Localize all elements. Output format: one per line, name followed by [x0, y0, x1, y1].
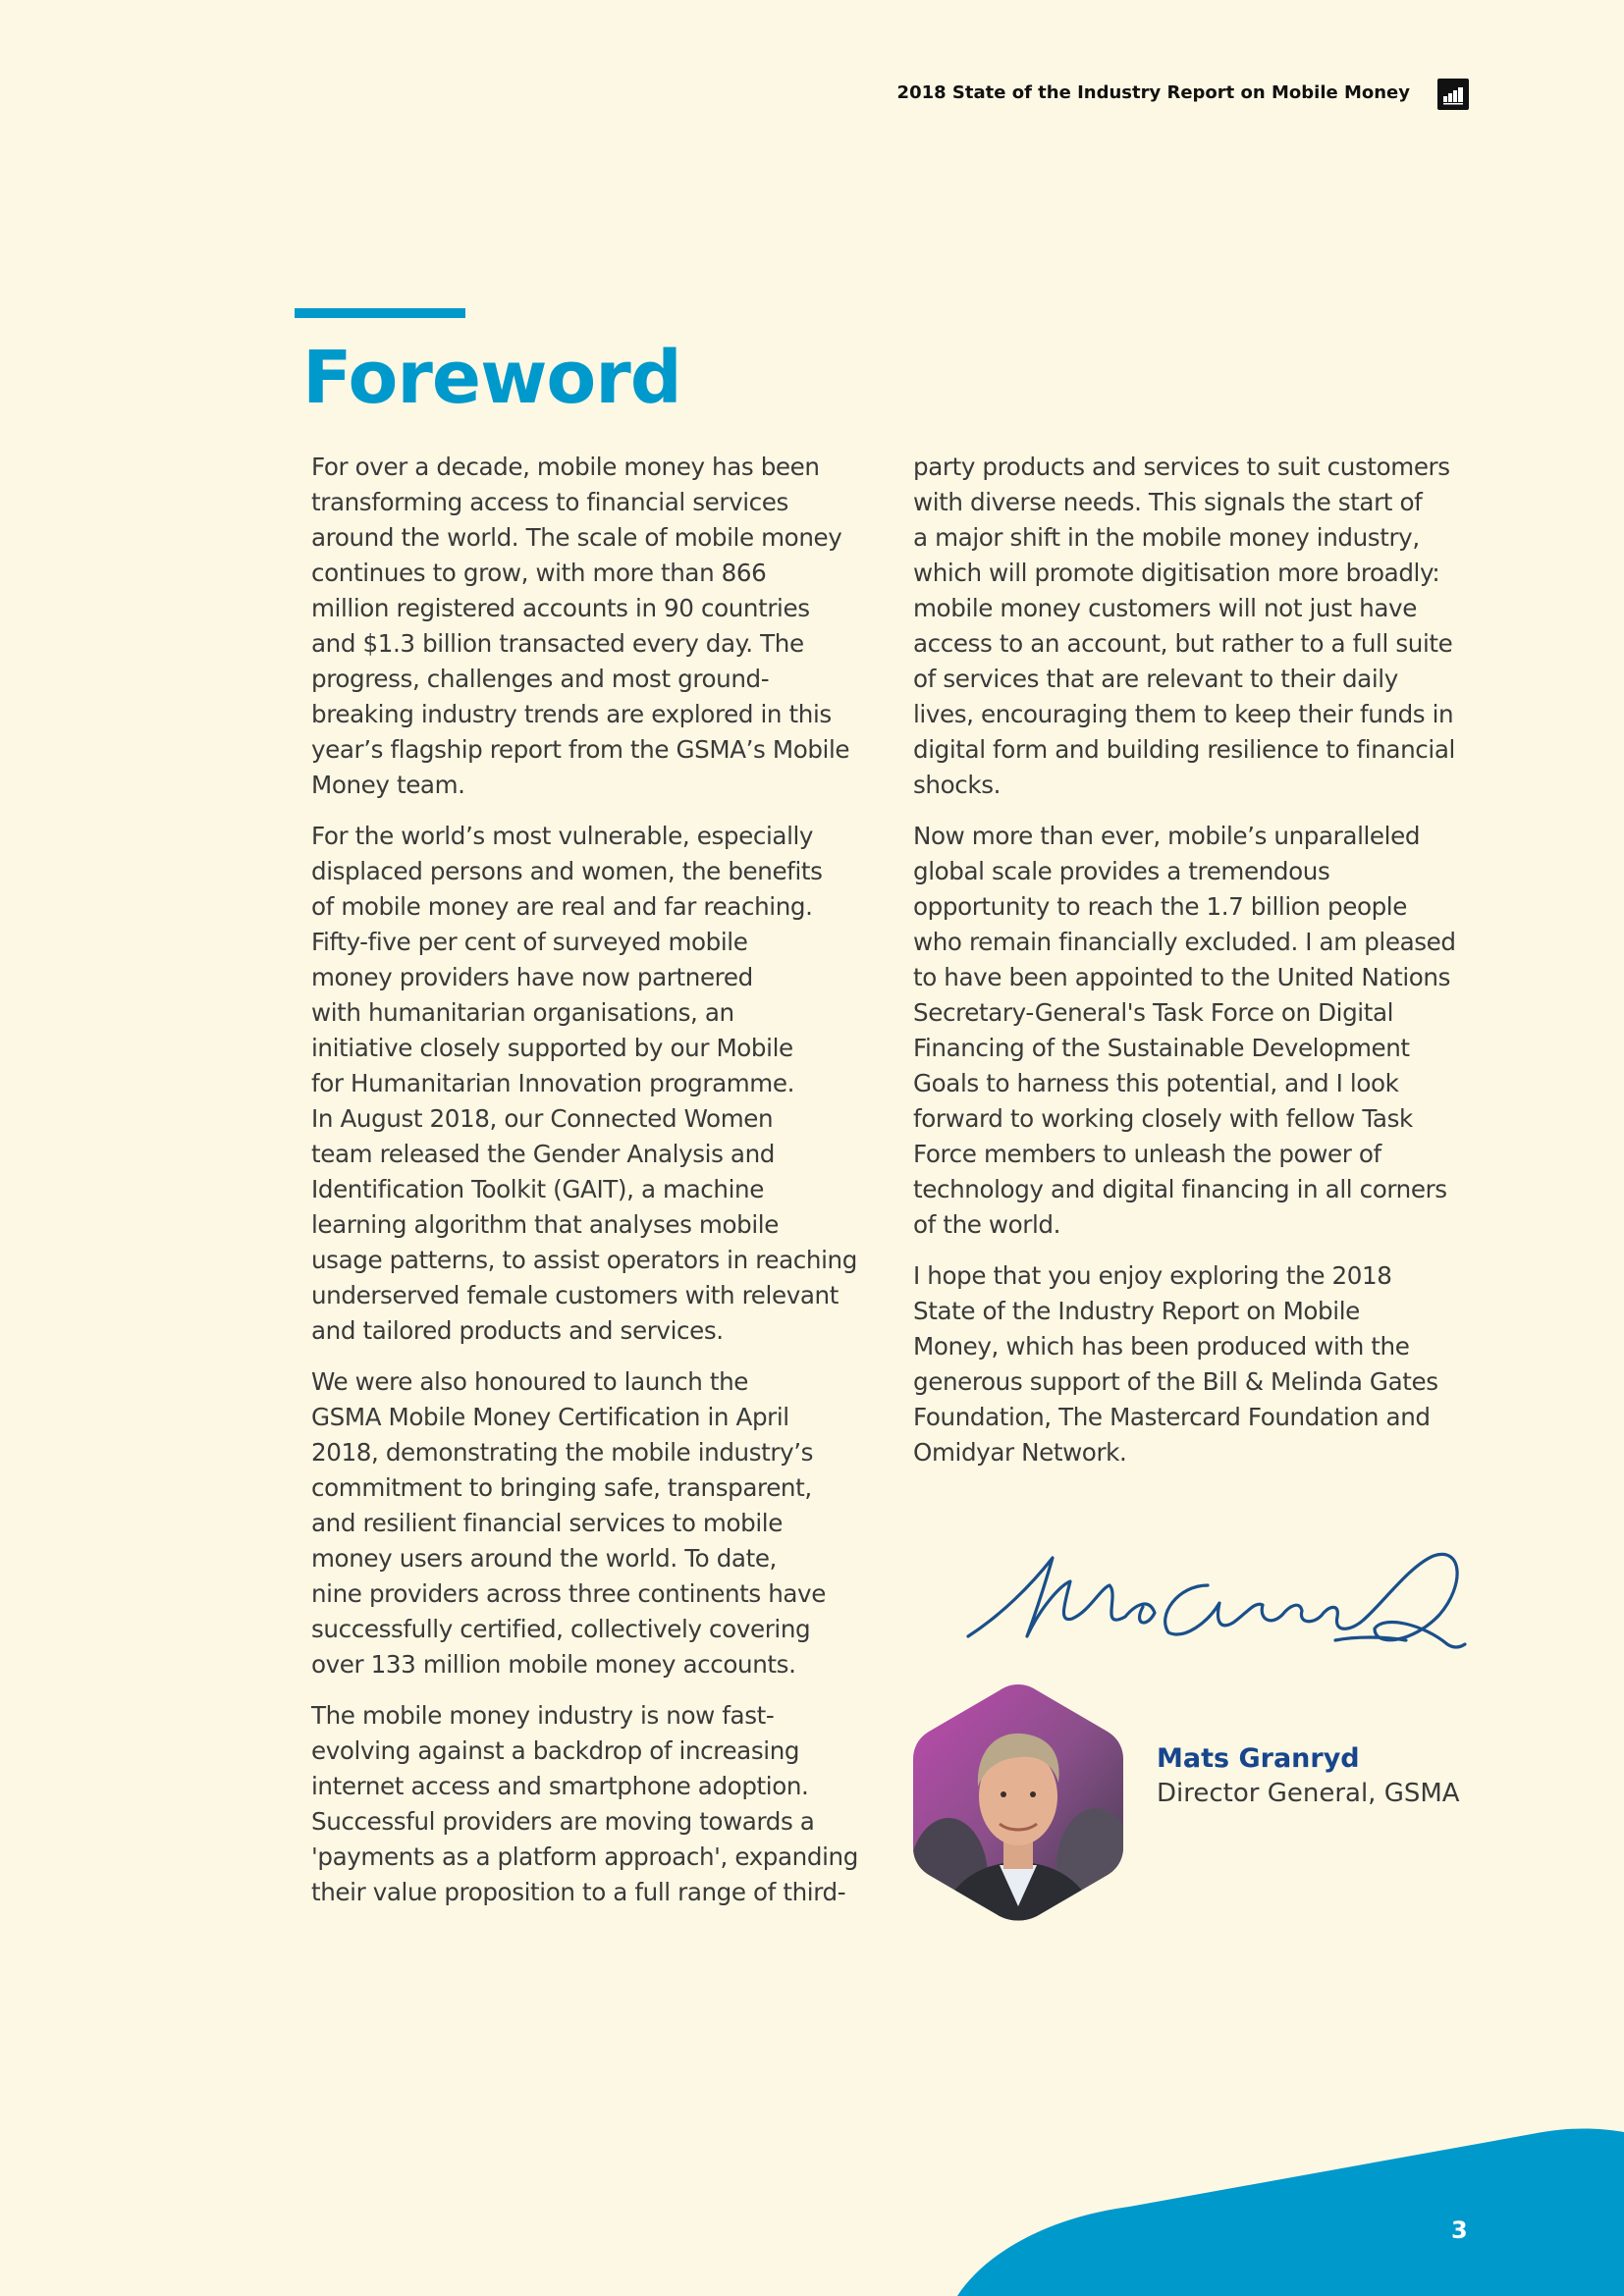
- paragraph: Now more than ever, mobile’s unparalleled global scale provides a tremendous opportunity to reach the 1.7 billion people who remain financially excluded. I am pleased to have been appointed to the United Nations Secretary-General's Task Force on Digital Financing of the Sustainable Development Goals to harness this potential, and I look forward to working closely with fellow Task Force members to unleash the power of technology and digital financing in all corners of the world.: [913, 822, 1456, 1239]
- gsma-logo-icon: [1437, 79, 1469, 110]
- left-column: [311, 450, 881, 1926]
- portrait-photo: [909, 1681, 1127, 1926]
- paragraph: I hope that you enjoy exploring the 2018 State of the Industry Report on Mobile Money, which has been produced with the generous support of the Bill & Melinda Gates Foundation, The Mastercard Foundation and Omidyar Network.: [913, 1261, 1438, 1467]
- right-column: [913, 450, 1492, 1486]
- paragraph: For over a decade, mobile money has been transforming access to financial services around the world. The scale of mobile money continues to grow, with more than 866 million registered accounts in 90 countries and $1.3 billion transacted every day. The progress, challenges and most ground- breaking industry trends are explored in this year’s flagship report from the GSMA’s Mobile Money team.: [311, 453, 850, 799]
- signatory-role: Director General, GSMA: [1157, 1779, 1460, 1808]
- signatory-name: Mats Granryd: [1157, 1743, 1360, 1774]
- page-number: 3: [1451, 2216, 1468, 2244]
- footer-wave-shape: [0, 2120, 1624, 2296]
- paragraph: The mobile money industry is now fast- evolving against a backdrop of increasing internet access and smartphone adoption. Successful providers are moving towards a 'payments as a platform approach', expanding their value proposition to a full range of third-: [311, 1701, 858, 1906]
- signature-image: [962, 1546, 1473, 1664]
- title-accent-bar: [295, 308, 465, 318]
- paragraph: We were also honoured to launch the GSMA Mobile Money Certification in April 2018, demonstrating the mobile industry’s commitment to bringing safe, transparent, and resilient financial services to mobile money users around the world. To date, nine providers across three continents have successfully certified, collectively covering over 133 million mobile money accounts.: [311, 1367, 826, 1679]
- report-title: 2018 State of the Industry Report on Mobile Money: [896, 82, 1410, 103]
- page-title: Foreword: [302, 336, 681, 420]
- paragraph: For the world’s most vulnerable, especially displaced persons and women, the benefits of mobile money are real and far reaching. Fifty-five per cent of surveyed mobile money providers have now partnered with humanitarian organisations, an initiative closely supported by our Mobile for Humanitarian Innovation programme. In August 2018, our Connected Women team released the Gender Analysis and Identification Toolkit (GAIT), a machine learning algorithm that analyses mobile usage patterns, to assist operators in reaching underserved female customers with relevant and tailored products and services.: [311, 822, 857, 1345]
- paragraph: party products and services to suit customers with diverse needs. This signals the start of a major shift in the mobile money industry, which will promote digitisation more broadly: mobile money customers will not just have access to an account, but rather to a full suite of services that are relevant to their daily lives, encouraging them to keep their funds in digital form and building resilience to financial shocks.: [913, 453, 1455, 799]
